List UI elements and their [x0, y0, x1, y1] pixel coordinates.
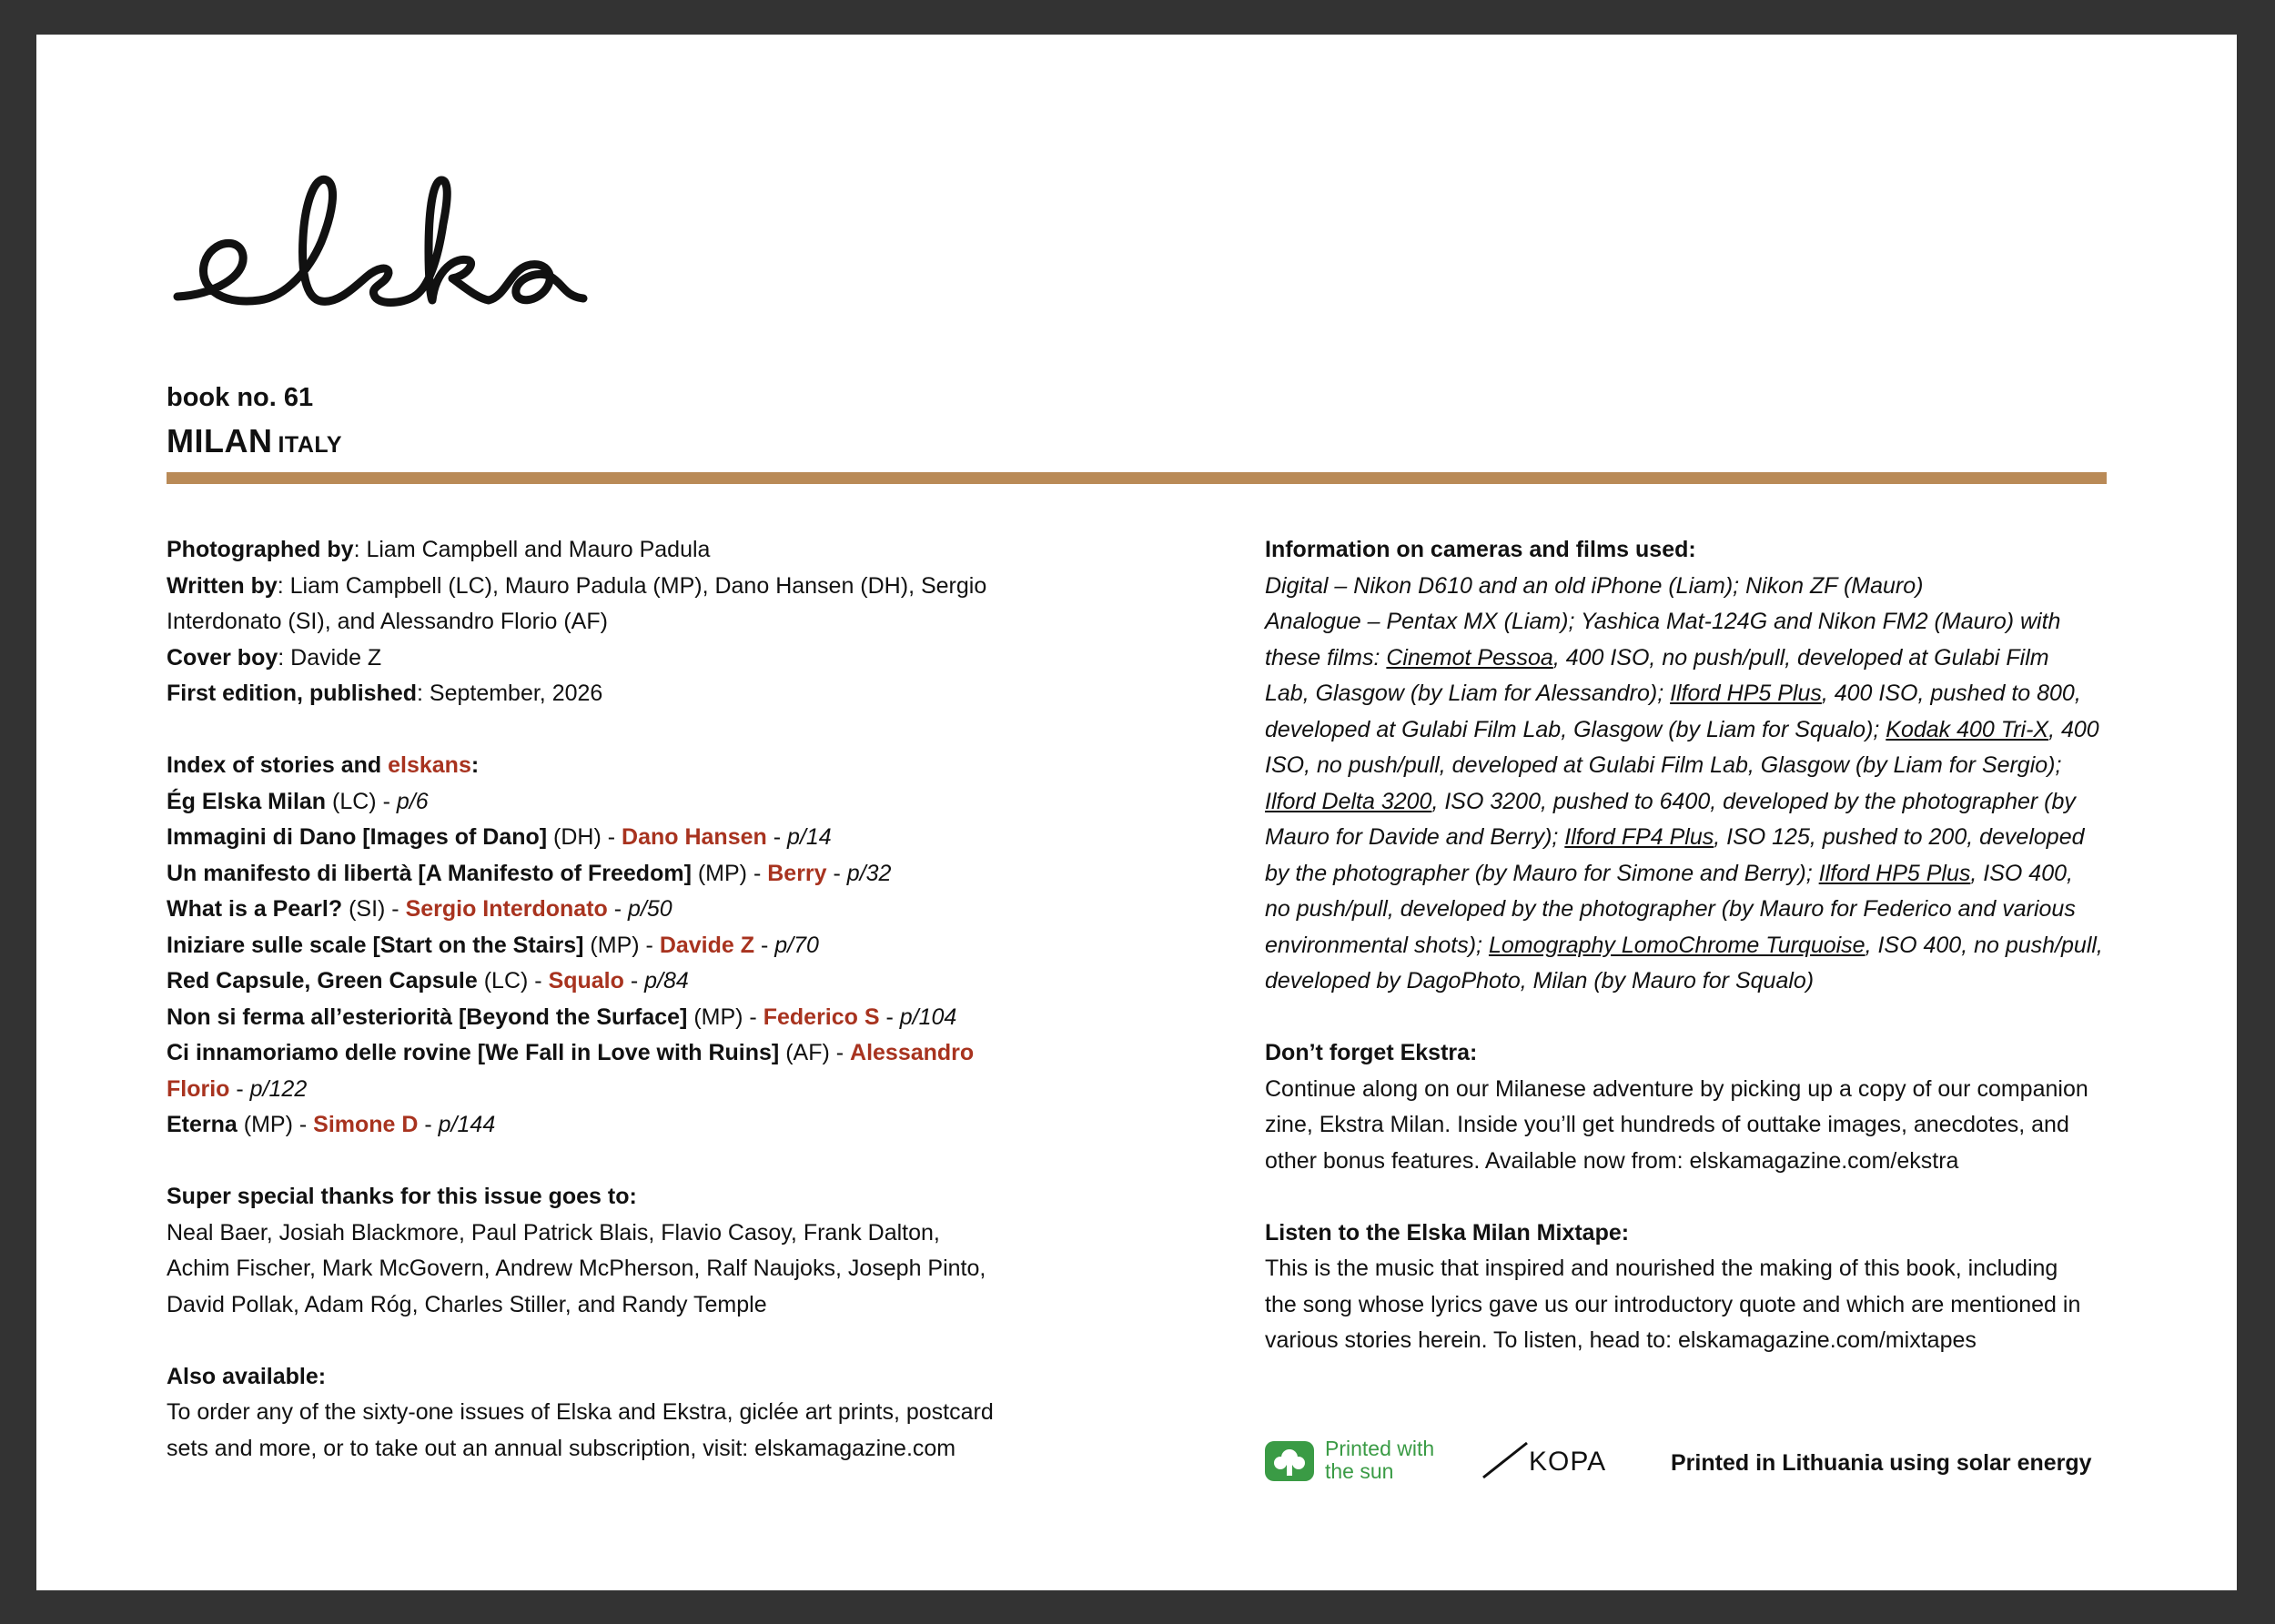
printed-with-sun-label [1325, 1437, 1434, 1483]
index-heading [167, 748, 1040, 784]
story-elskan: Alessandro [850, 1040, 975, 1065]
cameras-line [1265, 676, 2138, 712]
cameras-line [1265, 856, 2138, 893]
photographed-label: Photographed by [167, 537, 354, 562]
cameras-line: ISO, no push/pull, developed at Gulabi Film Lab, Glasgow (by Liam for Sergio); [1265, 752, 2062, 778]
story-entry [167, 820, 1040, 856]
thanks-line: Neal Baer, Josiah Blackmore, Paul Patrick Blais, Flavio Casoy, Frank Dalton, [167, 1219, 940, 1246]
thanks-line: Achim Fischer, Mark McGovern, Andrew McPherson, Ralf Naujoks, Joseph Pinto, [167, 1256, 986, 1281]
accent-divider [167, 472, 2107, 484]
story-dash: - [607, 896, 629, 922]
ekstra-line: other bonus features. Available now from: elskamagazine.com/ekstra [1265, 1147, 1959, 1174]
written-value: : Liam Campbell (LC), Mauro Padula (MP), Dano Hansen (DH), Sergio [277, 572, 987, 599]
story-page: p/122 [249, 1075, 308, 1102]
story-title: Non si ferma all’esteriorità [Beyond the Surface] [167, 1004, 688, 1030]
edition-value: : September, 2026 [417, 681, 603, 706]
story-title: Eterna [167, 1112, 238, 1137]
printed-with-sun-icon [1265, 1441, 1314, 1481]
also-line: sets and more, or to take out an annual subscription, visit: elskamagazine.com [167, 1435, 956, 1461]
story-index [167, 748, 1040, 1144]
index-heading-accent: elskans [388, 752, 471, 778]
story-dash: - [229, 1075, 250, 1102]
story-title: Red Capsule, Green Capsule [167, 968, 478, 994]
book-colophon-page [36, 35, 2237, 1590]
cover-value: : Davide Z [278, 644, 382, 671]
film-name: Ilford HP5 Plus [1670, 681, 1822, 706]
story-entry [167, 1107, 1040, 1144]
mixtape-line: This is the music that inspired and nourished the making of this book, including [1265, 1256, 2058, 1281]
story-dash: - [418, 1112, 439, 1137]
cover-label: Cover boy [167, 644, 278, 671]
story-dash: - [766, 824, 787, 850]
city-title [167, 422, 342, 460]
cameras-text-run: environmental shots); [1265, 932, 1489, 958]
cameras-text-run: , ISO 400, [1970, 860, 2073, 886]
credits-block [167, 532, 1040, 712]
story-elskan: Squalo [548, 968, 624, 994]
film-name: Ilford Delta 3200 [1265, 788, 1432, 814]
story-elskan: Berry [767, 860, 827, 886]
story-elskan: Federico S [763, 1004, 880, 1030]
sun-label-line: Printed with [1325, 1437, 1435, 1460]
story-author: (MP) - [687, 1004, 763, 1030]
elska-logo [159, 160, 596, 324]
book-number: book no. 61 [167, 383, 314, 412]
story-entry [167, 963, 1040, 1000]
mixtape-line: various stories herein. To listen, head to: elskamagazine.com/mixtapes [1265, 1327, 1977, 1353]
story-entry [167, 892, 1040, 928]
story-elskan: Davide Z [659, 932, 755, 958]
story-entry [167, 856, 1040, 893]
country-name: ITALY [278, 432, 343, 458]
story-page: p/144 [438, 1112, 496, 1137]
sun-label-line: the sun [1325, 1459, 1394, 1483]
thanks-block [167, 1179, 1040, 1323]
photographed-line [167, 532, 1040, 569]
mixtape-heading: Listen to the Elska Milan Mixtape: [1265, 1219, 1630, 1246]
story-elskan: Dano Hansen [622, 824, 767, 850]
film-name: Lomography LomoChrome Turquoise [1488, 932, 1866, 958]
written-line-cont: Interdonato (SI), and Alessandro Florio (AF) [167, 609, 608, 634]
cameras-text-run: Mauro for Davide and Berry); [1265, 824, 1565, 850]
story-page: p/14 [787, 824, 832, 850]
film-name: Ilford HP5 Plus [1818, 860, 1971, 886]
film-name: Ilford FP4 Plus [1564, 824, 1714, 850]
story-entry [167, 928, 1040, 964]
left-column [167, 532, 1040, 1503]
cameras-line [1265, 712, 2138, 749]
cameras-line: no push/pull, developed by the photographer (by Mauro for Federico and various [1265, 896, 2076, 922]
story-elskan: Simone D [313, 1112, 419, 1137]
city-name: MILAN [167, 422, 273, 459]
edition-label: First edition, published [167, 681, 417, 706]
ekstra-heading: Don’t forget Ekstra: [1265, 1040, 1478, 1065]
cameras-text-run: , 400 ISO, no push/pull, developed at Gulabi Film [1552, 644, 2049, 671]
cameras-line: Analogue – Pentax MX (Liam); Yashica Mat-124G and Nikon FM2 (Mauro) with [1265, 609, 2061, 634]
mixtape-line: the song whose lyrics gave us our introductory quote and which are mentioned in [1265, 1291, 2081, 1317]
cameras-text-run: Lab, Glasgow (by Liam for Alessandro); [1265, 681, 1671, 706]
story-title: What is a Pearl? [167, 896, 343, 922]
story-title: Ég Elska Milan [167, 788, 327, 814]
cameras-line: Digital – Nikon D610 and an old iPhone (Liam); Nikon ZF (Mauro) [1265, 572, 1924, 599]
kopa-slash-mark [1480, 1439, 1531, 1481]
ekstra-line: zine, Ekstra Milan. Inside you’ll get hundreds of outtake images, anecdotes, and [1265, 1112, 2069, 1137]
story-page: p/84 [644, 968, 689, 994]
mixtape-block [1265, 1215, 2138, 1359]
story-elskan: Sergio Interdonato [405, 896, 608, 922]
cameras-line: developed by DagoPhoto, Milan (by Mauro for Squalo) [1265, 968, 1815, 994]
story-entry-cont [167, 1072, 1040, 1108]
kopa-logo: KOPA [1529, 1447, 1607, 1477]
index-heading-colon: : [470, 752, 480, 778]
cameras-line [1265, 784, 2138, 821]
cover-line [167, 641, 1040, 677]
story-author: (MP) - [237, 1112, 314, 1137]
story-dash: - [826, 860, 847, 886]
cameras-heading: Information on cameras and films used: [1265, 537, 1696, 562]
thanks-line: David Pollak, Adam Róg, Charles Stiller, and Randy Temple [167, 1291, 767, 1317]
story-author: (DH) - [547, 824, 622, 850]
story-author: (MP) - [583, 932, 660, 958]
photographed-value: : Liam Campbell and Mauro Padula [353, 537, 711, 562]
cameras-text-run: , ISO 400, no push/pull, [1865, 932, 2103, 958]
story-entry [167, 1000, 1040, 1036]
ekstra-block [1265, 1035, 2138, 1179]
story-author: (AF) - [779, 1040, 851, 1065]
edition-line [167, 676, 1040, 712]
cameras-text-run: by the photographer (by Mauro for Simone and Berry); [1265, 860, 1819, 886]
story-title: Immagini di Dano [Images of Dano] [167, 824, 548, 850]
cameras-text [1265, 569, 2138, 1000]
story-title: Ci innamoriamo delle rovine [We Fall in Love with Ruins] [167, 1040, 780, 1065]
elska-script-wordmark [159, 160, 596, 324]
story-author: (LC) - [477, 968, 549, 994]
cameras-line [1265, 928, 2138, 964]
story-elskan: Florio [167, 1075, 230, 1102]
cameras-line [1265, 641, 2138, 677]
story-dash: - [879, 1004, 900, 1030]
story-page: p/50 [628, 896, 672, 922]
right-column [1265, 532, 2138, 1395]
thanks-heading: Super special thanks for this issue goes to: [167, 1184, 637, 1209]
cameras-line [1265, 820, 2138, 856]
cameras-text-run: , 400 [2048, 716, 2099, 742]
cameras-text-run: , 400 ISO, pushed to 800, [1821, 681, 2081, 706]
cameras-text-run: , ISO 3200, pushed to 6400, developed by the photographer (by [1431, 788, 2076, 814]
story-entry [167, 1035, 1040, 1072]
index-heading-text: Index of stories and [167, 752, 389, 778]
story-title: Un manifesto di libertà [A Manifesto of Freedom] [167, 860, 692, 886]
written-label: Written by [167, 572, 278, 599]
also-heading: Also available: [167, 1363, 327, 1389]
story-author: (MP) - [691, 860, 768, 886]
cameras-block [1265, 532, 2138, 1000]
story-entry [167, 784, 1040, 821]
film-name: Kodak 400 Tri-X [1886, 716, 2049, 742]
story-dash: - [623, 968, 645, 994]
story-title: Iniziare sulle scale [Start on the Stairs] [167, 932, 584, 958]
story-page: p/70 [774, 932, 819, 958]
ekstra-line: Continue along on our Milanese adventure by picking up a copy of our companion [1265, 1075, 2088, 1102]
written-line [167, 569, 1040, 605]
story-author: (LC) - [326, 788, 397, 814]
printing-footer [1265, 1436, 2175, 1499]
cameras-text-run: , ISO 125, pushed to 200, developed [1714, 824, 2085, 850]
film-name: Cinemot Pessoa [1386, 644, 1553, 671]
solar-energy-note: Printed in Lithuania using solar energy [1671, 1450, 2092, 1476]
story-page: p/6 [396, 788, 429, 814]
story-dash: - [754, 932, 775, 958]
also-available-block [167, 1359, 1040, 1468]
also-line: To order any of the sixty-one issues of Elska and Ekstra, giclée art prints, postcard [167, 1399, 994, 1425]
story-author: (SI) - [342, 896, 406, 922]
cameras-text-run: developed at Gulabi Film Lab, Glasgow (by Liam for Squalo); [1265, 716, 1886, 742]
story-page: p/104 [899, 1004, 957, 1030]
cameras-text-run: these films: [1265, 644, 1387, 671]
story-page: p/32 [846, 860, 892, 886]
